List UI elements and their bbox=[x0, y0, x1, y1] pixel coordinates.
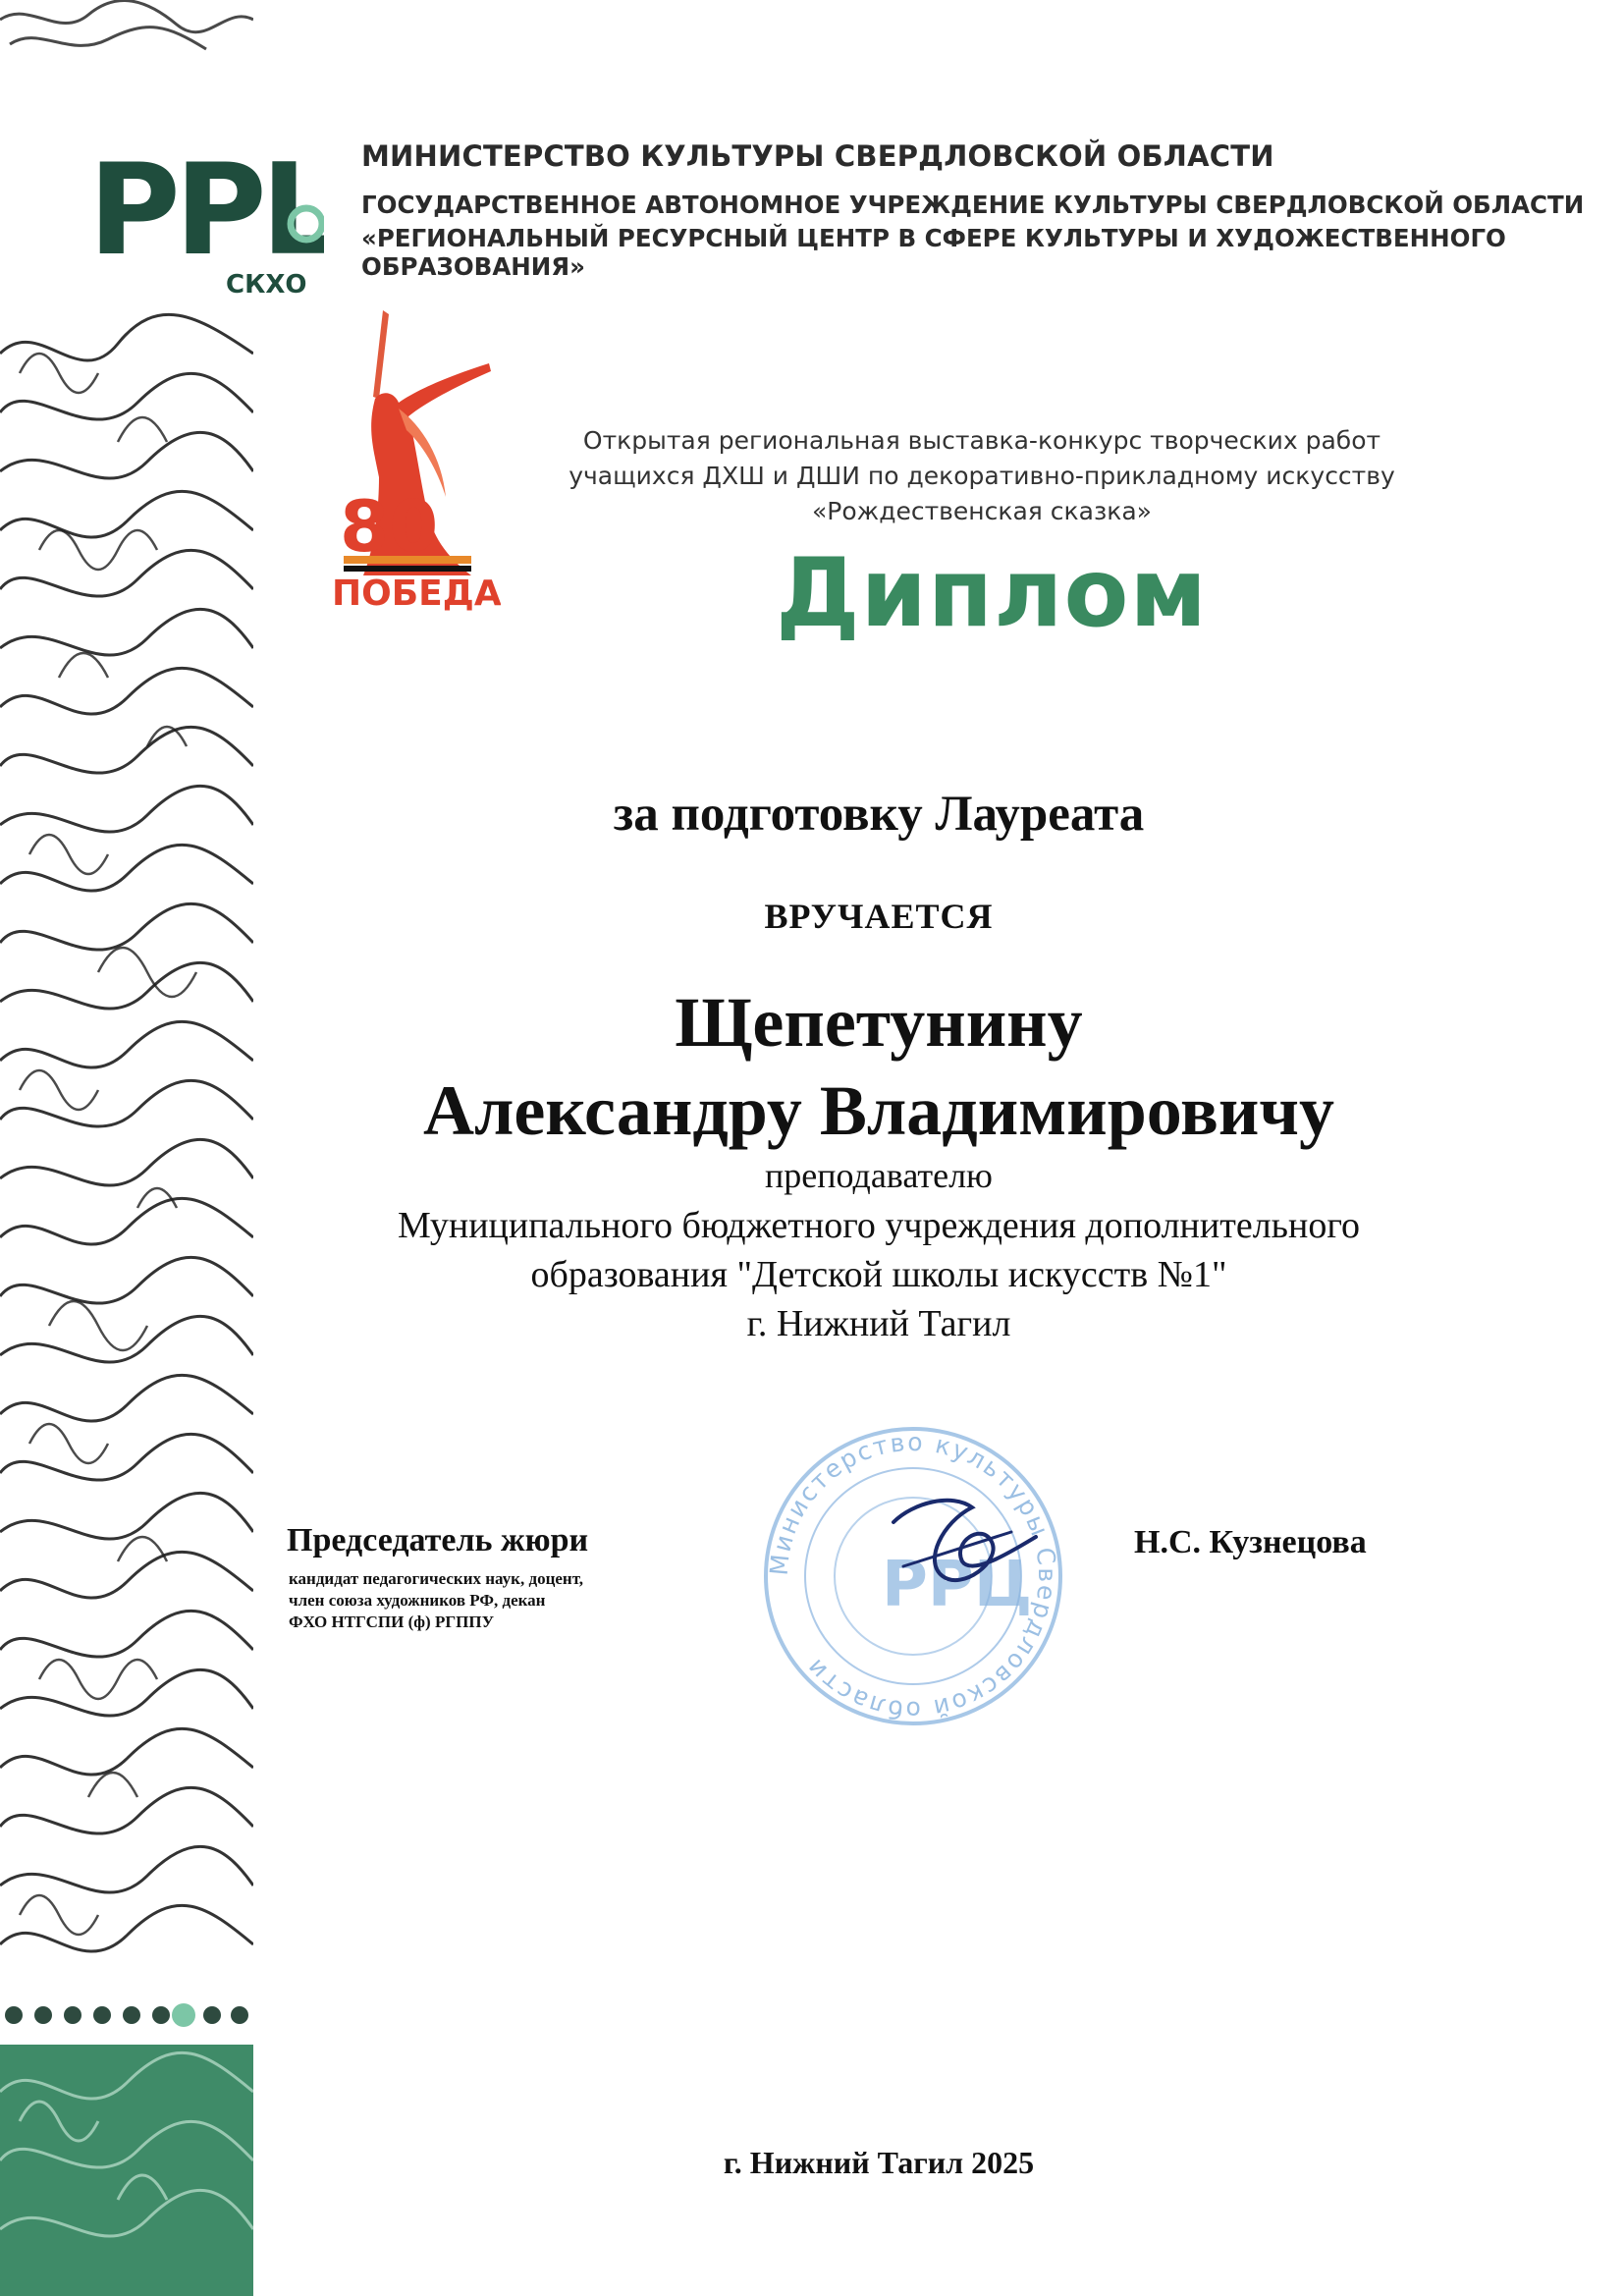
footer-place-year: г. Нижний Тагил 2025 bbox=[723, 2145, 1035, 2180]
recipient-city: г. Нижний Тагил bbox=[746, 1303, 1011, 1344]
jury-chair-title: Председатель жюри bbox=[287, 1522, 589, 1558]
stamp-text: Министерство культуры Свердловской области bbox=[764, 1427, 1062, 1725]
diploma-title: Диплом bbox=[776, 538, 1208, 648]
contest-line-3: «Рождественская сказка» bbox=[812, 497, 1152, 525]
chair-credentials-line-2: член союза художников РФ, декан bbox=[289, 1591, 546, 1610]
handwritten-signature bbox=[864, 1483, 1060, 1601]
institution-line-2: «РЕГИОНАЛЬНЫЙ РЕСУРСНЫЙ ЦЕНТР В СФЕРЕ КУЛЬТУРЫ И ХУДОЖЕСТВЕННОГО ОБРАЗОВАНИЯ» bbox=[361, 224, 1506, 281]
svg-text:РРЦ: РРЦ bbox=[882, 1549, 1033, 1621]
organization-line-2: образования "Детской школы искусств №1" bbox=[530, 1254, 1227, 1295]
victory-80-emblem bbox=[324, 310, 501, 625]
ministry-name: МИНИСТЕРСТВО КУЛЬТУРЫ СВЕРДЛОВСКОЙ ОБЛАСТИ bbox=[361, 139, 1274, 173]
chair-credentials-line-3: ФХО НТГСПИ (ф) РГППУ bbox=[289, 1613, 495, 1631]
emblem-caption: ПОБЕДА! bbox=[332, 574, 501, 614]
organization-line-1: Муниципального бюджетного учреждения дополнительного bbox=[398, 1205, 1360, 1246]
recipient-given-names: Александру Владимировичу bbox=[423, 1071, 1334, 1150]
awarded-label: ВРУЧАЕТСЯ bbox=[764, 897, 994, 936]
signer-name: Н.С. Кузнецова bbox=[1134, 1524, 1367, 1560]
chair-credentials-line-1: кандидат педагогических наук, доцент, bbox=[289, 1569, 584, 1588]
award-reason: за подготовку Лауреата bbox=[613, 787, 1145, 842]
logo-text: РРЦ bbox=[88, 137, 324, 284]
recipient-position: преподавателю bbox=[765, 1156, 993, 1195]
contest-line-2: учащихся ДХШ и ДШИ по декоративно-прикладному искусству bbox=[568, 462, 1395, 490]
recipient-surname: Щепетунину bbox=[675, 983, 1083, 1062]
decorative-calligraphy-strip bbox=[0, 0, 253, 2296]
logo-subtext: СКХО bbox=[226, 270, 307, 300]
contest-line-1: Открытая региональная выставка-конкурс творческих работ bbox=[582, 426, 1381, 455]
rrc-logo bbox=[79, 128, 324, 304]
emblem-number: 80 bbox=[340, 485, 439, 568]
institution-line-1: ГОСУДАРСТВЕННОЕ АВТОНОМНОЕ УЧРЕЖДЕНИЕ КУЛЬТУРЫ СВЕРДЛОВСКОЙ ОБЛАСТИ bbox=[361, 191, 1585, 219]
